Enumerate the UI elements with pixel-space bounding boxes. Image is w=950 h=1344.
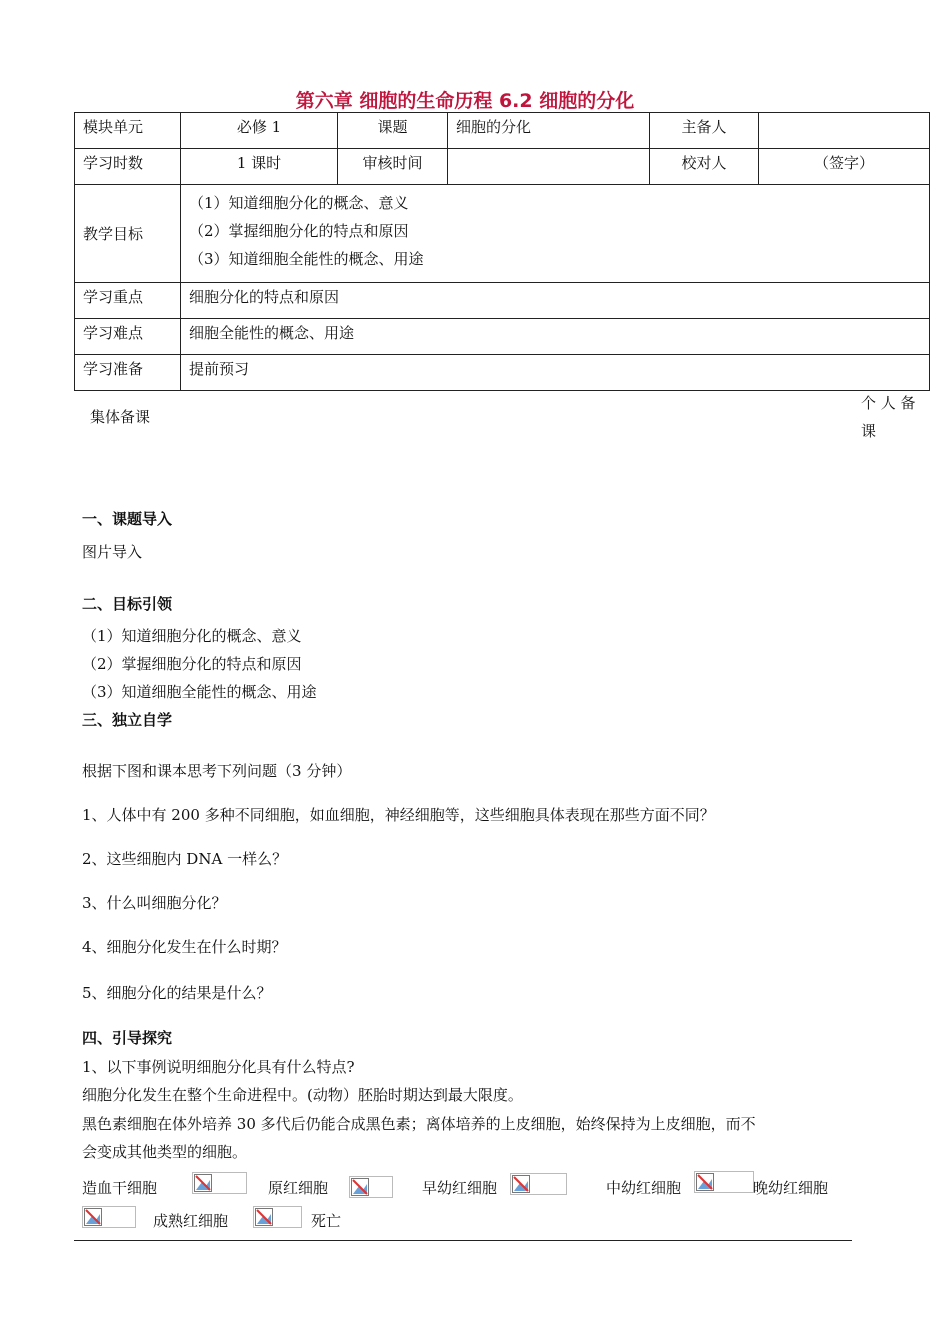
explore-paragraph: 细胞分化发生在整个生命进程中。(动物）胚胎时期达到最大限度。 bbox=[82, 1086, 523, 1104]
broken-image-icon bbox=[510, 1173, 567, 1195]
value-goals bbox=[181, 185, 930, 283]
label-review-time: 审核时间 bbox=[338, 149, 448, 185]
label-hours: 学习时数 bbox=[75, 149, 181, 185]
question-item: 1、人体中有 200 多种不同细胞，如血细胞，神经细胞等，这些细胞具体表现在那些方面不同？ bbox=[82, 806, 715, 824]
goal-item: （3）知道细胞全能性的概念、用途 bbox=[82, 683, 317, 701]
value-prep: 提前预习 bbox=[181, 355, 930, 391]
value-hours: 1 课时 bbox=[181, 149, 338, 185]
value-difficulty: 细胞全能性的概念、用途 bbox=[181, 319, 930, 355]
section-heading-intro: 一、课题导入 bbox=[82, 510, 173, 528]
value-topic: 细胞的分化 bbox=[448, 113, 650, 149]
goal-item: （1）知道细胞分化的概念、意义 bbox=[189, 194, 409, 212]
explore-paragraph: 黑色素细胞在体外培养 30 多代后仍能合成黑色素；离体培养的上皮细胞，始终保持为上皮细胞，而不 bbox=[82, 1115, 756, 1133]
explore-paragraph-cont: 会变成其他类型的细胞。 bbox=[82, 1143, 248, 1161]
section-heading-goals: 二、目标引领 bbox=[82, 595, 173, 613]
goal-item: （3）知道细胞全能性的概念、用途 bbox=[189, 250, 424, 268]
label-focus: 学习重点 bbox=[75, 283, 181, 319]
value-review-time bbox=[448, 149, 650, 185]
chain-stage: 造血干细胞 bbox=[82, 1179, 158, 1197]
section-heading-explore: 四、引导探究 bbox=[82, 1029, 173, 1047]
page-title: 第六章 细胞的生命历程 6.2 细胞的分化 bbox=[295, 90, 635, 112]
value-proofreader: （签字） bbox=[759, 149, 930, 185]
goal-item: （1）知道细胞分化的概念、意义 bbox=[82, 627, 302, 645]
value-author bbox=[759, 113, 930, 149]
personal-prep-label: 个 人 备 bbox=[861, 394, 916, 412]
value-focus: 细胞分化的特点和原因 bbox=[181, 283, 930, 319]
personal-prep-label-cont: 课 bbox=[861, 422, 877, 440]
label-proofreader: 校对人 bbox=[650, 149, 759, 185]
chain-stage: 早幼红细胞 bbox=[422, 1179, 498, 1197]
section-heading-self-study: 三、独立自学 bbox=[82, 711, 173, 729]
question-item: 2、这些细胞内 DNA 一样么？ bbox=[82, 850, 288, 868]
label-prep: 学习准备 bbox=[75, 355, 181, 391]
chain-stage: 死亡 bbox=[311, 1212, 342, 1230]
label-difficulty: 学习难点 bbox=[75, 319, 181, 355]
label-author: 主备人 bbox=[650, 113, 759, 149]
explore-question: 1、以下事例说明细胞分化具有什么特点? bbox=[82, 1058, 355, 1076]
intro-text: 图片导入 bbox=[82, 543, 143, 561]
question-item: 3、什么叫细胞分化？ bbox=[82, 894, 227, 912]
label-module: 模块单元 bbox=[75, 113, 181, 149]
self-study-intro: 根据下图和课本思考下列问题（3 分钟） bbox=[82, 762, 352, 780]
chain-stage: 原红细胞 bbox=[268, 1179, 329, 1197]
lesson-info-table bbox=[74, 112, 930, 391]
broken-image-icon bbox=[192, 1172, 247, 1194]
goal-item: （2）掌握细胞分化的特点和原因 bbox=[189, 222, 409, 240]
bottom-divider bbox=[74, 1240, 852, 1241]
broken-image-icon bbox=[82, 1206, 136, 1228]
broken-image-icon bbox=[349, 1176, 393, 1198]
value-module: 必修 1 bbox=[181, 113, 338, 149]
collective-prep-label: 集体备课 bbox=[90, 408, 151, 426]
chain-stage: 晚幼红细胞 bbox=[753, 1179, 829, 1197]
question-item: 4、细胞分化发生在什么时期？ bbox=[82, 938, 287, 956]
goal-item: （2）掌握细胞分化的特点和原因 bbox=[82, 655, 302, 673]
question-item: 5、细胞分化的结果是什么？ bbox=[82, 984, 272, 1002]
chain-stage: 成熟红细胞 bbox=[153, 1212, 229, 1230]
label-topic: 课题 bbox=[338, 113, 448, 149]
label-goals: 教学目标 bbox=[75, 185, 181, 283]
broken-image-icon bbox=[694, 1171, 754, 1193]
chain-stage: 中幼红细胞 bbox=[606, 1179, 682, 1197]
broken-image-icon bbox=[253, 1206, 302, 1228]
